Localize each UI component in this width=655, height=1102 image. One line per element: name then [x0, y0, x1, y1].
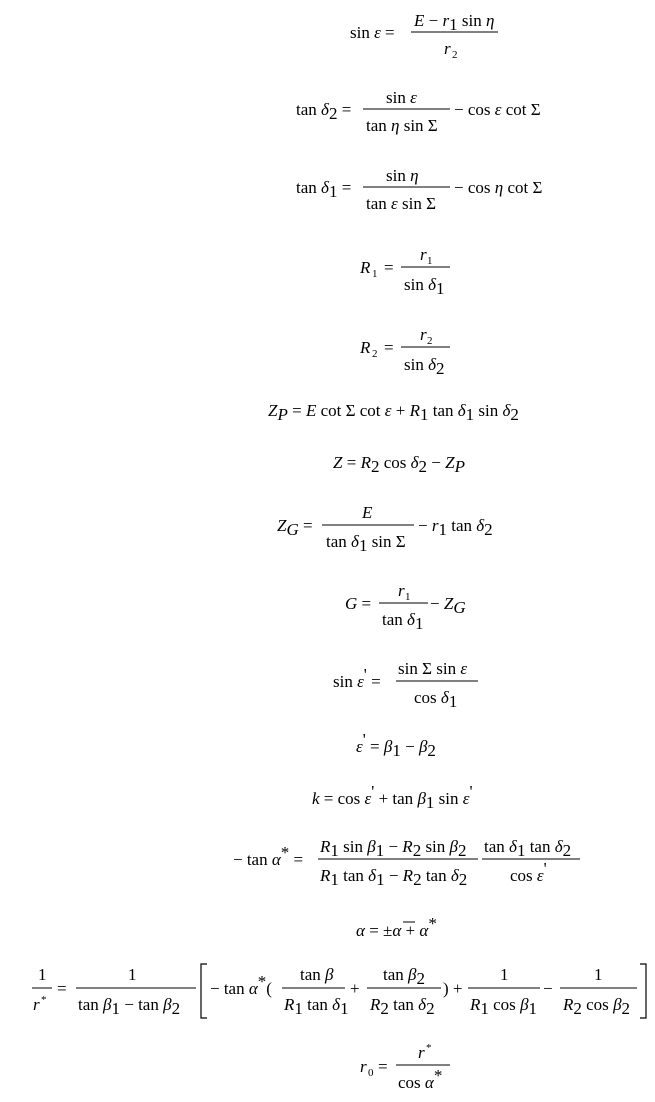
- svg-text:− ZG: − ZG: [430, 594, 466, 617]
- svg-text:cos δ1: cos δ1: [414, 688, 458, 711]
- equation-R1: [0, 238, 655, 298]
- svg-text:1: 1: [594, 965, 603, 984]
- svg-text:k = cos ε' + tan β1 sin ε': k = cos ε' + tan β1 sin ε': [312, 782, 473, 812]
- equation-tan-delta2: [0, 80, 655, 140]
- svg-text:sin δ2: sin δ2: [404, 355, 445, 378]
- equation-tan-alpha-star: [0, 830, 655, 890]
- svg-text:cos ε': cos ε': [510, 859, 547, 885]
- svg-text:tan β: tan β: [300, 965, 334, 984]
- svg-text:G =: G =: [345, 594, 372, 613]
- svg-text:R: R: [360, 258, 371, 277]
- equation-R2: [0, 318, 655, 378]
- svg-text:ZP = E cot Σ cot ε + R1 tan δ1: ZP = E cot Σ cot ε + R1 tan δ1 sin δ2: [268, 401, 519, 424]
- svg-text:tan β2: tan β2: [383, 965, 425, 988]
- svg-text:r: r: [420, 325, 427, 344]
- svg-text:=: =: [384, 338, 394, 357]
- equation-one-over-r-star: [0, 960, 655, 1020]
- svg-text:Z = R2 cos δ2 − ZP: Z = R2 cos δ2 − ZP: [333, 453, 465, 476]
- svg-text:E − r1 sin η: E − r1 sin η: [414, 11, 495, 34]
- svg-text:1: 1: [500, 965, 509, 984]
- svg-text:sin η: sin η: [386, 166, 419, 185]
- svg-text:) +: ) +: [443, 979, 463, 998]
- svg-text:sin δ1: sin δ1: [404, 275, 445, 298]
- svg-text:R1 tan δ1 − R2 tan δ2: R1 tan δ1 − R2 tan δ2: [320, 866, 468, 889]
- svg-text:r: r: [33, 995, 40, 1014]
- svg-text:tan δ1 sin Σ: tan δ1 sin Σ: [326, 532, 406, 555]
- equation-sin-epsilon: [0, 2, 655, 62]
- svg-text:− tan α* =: − tan α* =: [233, 843, 304, 869]
- svg-text:=: =: [384, 258, 394, 277]
- svg-text:tan δ1: tan δ1: [382, 610, 424, 633]
- svg-text:R1 sin β1 − R2 sin β2: R1 sin β1 − R2 sin β2: [320, 837, 467, 860]
- svg-text:tan β1 − tan β2: tan β1 − tan β2: [78, 995, 181, 1018]
- equation-r0: [0, 1038, 655, 1098]
- svg-text:sin ε' =: sin ε' =: [333, 665, 381, 691]
- equation-alpha: [0, 900, 655, 960]
- svg-text:r: r: [444, 39, 451, 58]
- svg-text:=: =: [378, 1057, 388, 1076]
- equation-ZG: [0, 496, 655, 556]
- svg-text:r: r: [360, 1057, 367, 1076]
- svg-text:− tan α*(: − tan α*(: [210, 972, 272, 998]
- svg-text:1: 1: [427, 255, 433, 267]
- equation-tan-delta1: [0, 158, 655, 218]
- svg-text:2: 2: [452, 49, 458, 61]
- svg-text:−: −: [543, 979, 553, 998]
- svg-text:r: r: [418, 1043, 425, 1062]
- svg-text:r: r: [398, 581, 405, 600]
- svg-text:R: R: [360, 338, 371, 357]
- svg-text:ZG =: ZG =: [277, 516, 313, 539]
- svg-text:E: E: [362, 503, 373, 522]
- svg-text:2: 2: [427, 335, 433, 347]
- svg-text:− cos ε cot Σ: − cos ε cot Σ: [454, 100, 541, 119]
- equation-Z: [0, 436, 655, 496]
- equation-k: [0, 770, 655, 830]
- svg-text:tan δ2 =: tan δ2 =: [296, 100, 352, 123]
- svg-text:sin ε: sin ε: [386, 88, 417, 107]
- svg-text:*: *: [426, 1042, 432, 1054]
- svg-text:R2 cos β2: R2 cos β2: [563, 995, 631, 1018]
- svg-text:R1 cos β1: R1 cos β1: [470, 995, 538, 1018]
- equation-sin-epsilon-prime: [0, 652, 655, 712]
- svg-text:1: 1: [38, 965, 47, 984]
- svg-text:R2 tan δ2: R2 tan δ2: [370, 995, 435, 1018]
- svg-text:1: 1: [405, 591, 411, 603]
- svg-text:tan δ1 tan δ2: tan δ1 tan δ2: [484, 837, 572, 860]
- svg-text:0: 0: [368, 1067, 374, 1079]
- svg-text:α = ±α + α*: α = ±α + α*: [356, 914, 437, 940]
- svg-text:sin ε =: sin ε =: [350, 23, 395, 42]
- svg-text:+: +: [350, 979, 360, 998]
- svg-text:=: =: [57, 979, 67, 998]
- svg-text:cos α*: cos α*: [398, 1066, 443, 1092]
- svg-text:1: 1: [128, 965, 137, 984]
- svg-text:r: r: [420, 245, 427, 264]
- equation-G: [0, 574, 655, 634]
- svg-text:ε' = β1 − β2: ε' = β1 − β2: [356, 730, 436, 760]
- svg-text:tan δ1 =: tan δ1 =: [296, 178, 352, 201]
- svg-text:tan η sin Σ: tan η sin Σ: [366, 116, 438, 135]
- svg-text:R1 tan δ1: R1 tan δ1: [284, 995, 349, 1018]
- svg-text:1: 1: [372, 268, 378, 280]
- svg-text:− cos η cot Σ: − cos η cot Σ: [454, 178, 543, 197]
- svg-text:2: 2: [372, 348, 378, 360]
- svg-text:− r1 tan δ2: − r1 tan δ2: [418, 516, 493, 539]
- svg-text:*: *: [41, 994, 47, 1006]
- svg-text:tan ε sin Σ: tan ε sin Σ: [366, 194, 436, 213]
- equation-ZP: [0, 384, 655, 444]
- svg-text:sin Σ sin ε: sin Σ sin ε: [398, 659, 468, 678]
- equation-epsilon-prime: [0, 716, 655, 776]
